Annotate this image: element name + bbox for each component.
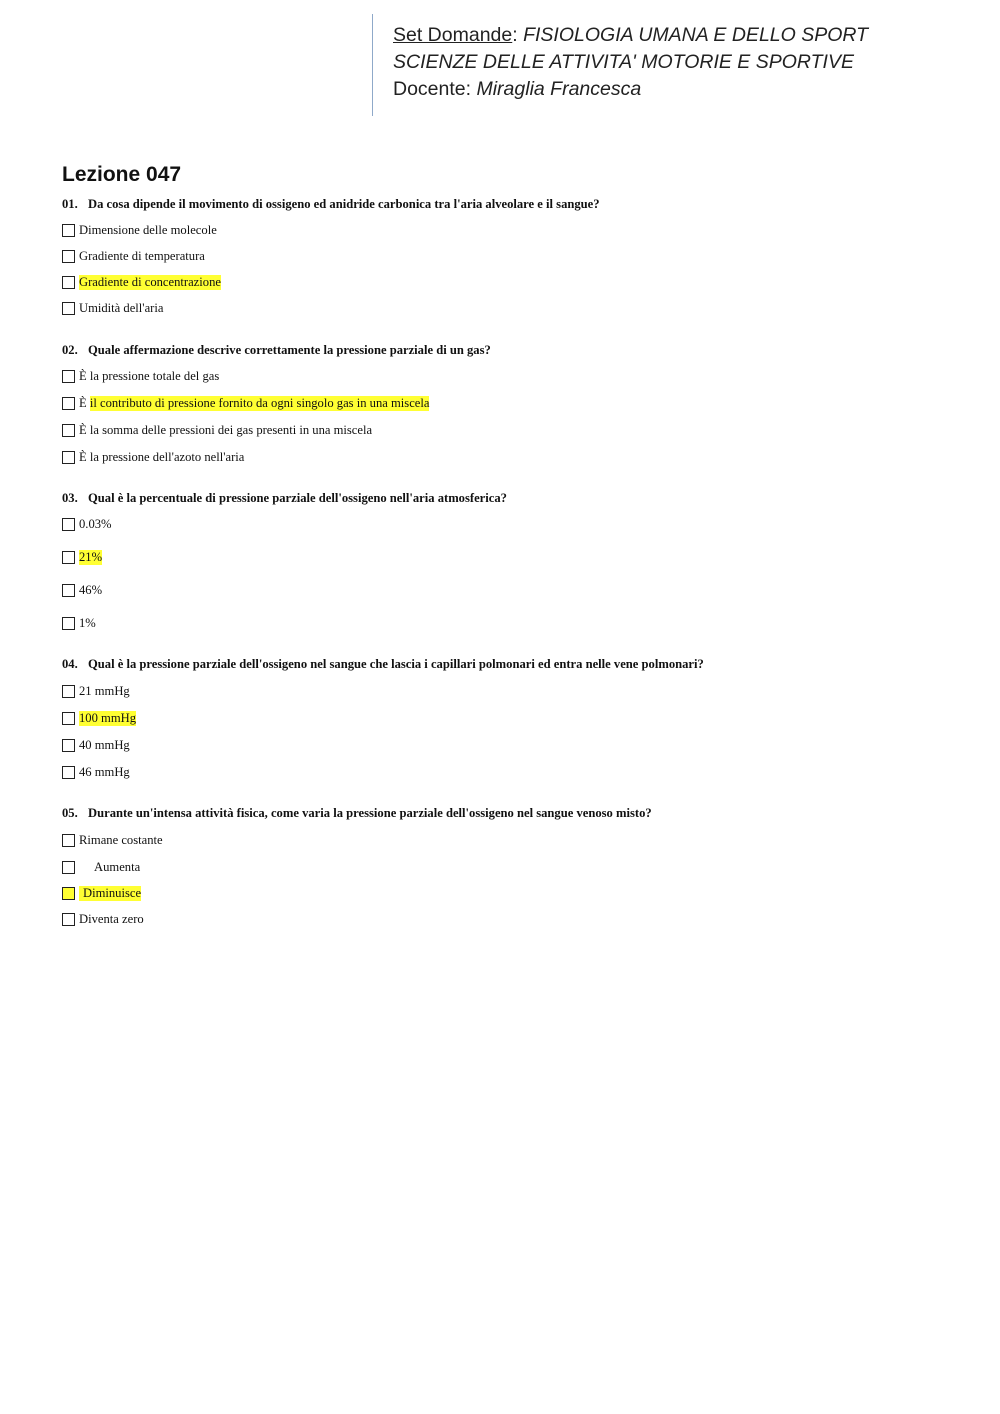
option-text: È la pressione totale del gas bbox=[79, 368, 220, 383]
option-text-highlighted: 100 mmHg bbox=[79, 710, 137, 725]
checkbox[interactable] bbox=[62, 276, 75, 289]
teacher-row bbox=[393, 76, 868, 103]
option-text: Dimensione delle molecole bbox=[79, 222, 217, 237]
question-number: 04. bbox=[62, 657, 78, 671]
checkbox[interactable] bbox=[62, 424, 75, 437]
question-text: Da cosa dipende il movimento di ossigeno ed anidride carbonica tra l'aria alveolare e il sangue? bbox=[88, 197, 600, 211]
checkbox[interactable] bbox=[62, 302, 75, 315]
q2-option-3[interactable] bbox=[62, 422, 372, 438]
question-5 bbox=[62, 806, 652, 821]
question-4 bbox=[62, 657, 704, 672]
q4-option-2[interactable] bbox=[62, 710, 136, 726]
question-number: 01. bbox=[62, 197, 78, 211]
checkbox[interactable] bbox=[62, 834, 75, 847]
q4-option-3[interactable] bbox=[62, 737, 130, 753]
q2-option-1[interactable] bbox=[62, 368, 219, 384]
option-text: Diventa zero bbox=[79, 911, 144, 926]
checkbox[interactable] bbox=[62, 224, 75, 237]
option-text: Rimane costante bbox=[79, 832, 163, 847]
option-text: 46 mmHg bbox=[79, 764, 130, 779]
q4-option-4[interactable] bbox=[62, 764, 130, 780]
question-number: 02. bbox=[62, 343, 78, 357]
question-2 bbox=[62, 343, 491, 358]
option-text: 0.03% bbox=[79, 516, 112, 531]
question-text: Quale affermazione descrive correttamente la pressione parziale di un gas? bbox=[88, 343, 491, 357]
checkbox[interactable] bbox=[62, 370, 75, 383]
teacher-label: Docente: bbox=[393, 78, 472, 100]
option-text-highlighted: il contributo di pressione fornito da ogni singolo gas in una miscela bbox=[89, 395, 430, 410]
option-text: È la somma delle pressioni dei gas presenti in una miscela bbox=[79, 422, 373, 437]
document-header bbox=[393, 22, 868, 103]
q3-option-4[interactable] bbox=[62, 615, 96, 631]
course-name: SCIENZE DELLE ATTIVITA' MOTORIE E SPORTIVE bbox=[393, 51, 854, 73]
q5-option-3[interactable] bbox=[62, 885, 141, 901]
lesson-title: Lezione 047 bbox=[62, 163, 182, 186]
q1-option-4[interactable] bbox=[62, 300, 163, 316]
checkbox[interactable] bbox=[62, 712, 75, 725]
checkbox[interactable] bbox=[62, 397, 75, 410]
option-text: È la pressione dell'azoto nell'aria bbox=[79, 449, 245, 464]
option-text: Gradiente di temperatura bbox=[79, 248, 205, 263]
question-text: Qual è la pressione parziale dell'ossigeno nel sangue che lascia i capillari polmonari ed entra nelle vene polmonari? bbox=[88, 657, 704, 671]
checkbox[interactable] bbox=[62, 739, 75, 752]
header-divider bbox=[372, 14, 373, 116]
question-text: Durante un'intensa attività fisica, come varia la pressione parziale dell'ossigeno nel sangue venoso misto? bbox=[88, 806, 652, 820]
option-prefix: È bbox=[79, 395, 90, 410]
teacher-name: Miraglia Francesca bbox=[476, 78, 642, 100]
set-value: FISIOLOGIA UMANA E DELLO SPORT bbox=[523, 24, 869, 46]
option-text-highlighted: 21% bbox=[79, 549, 103, 564]
checkbox[interactable] bbox=[62, 913, 75, 926]
checkbox[interactable] bbox=[62, 861, 75, 874]
option-text: 1% bbox=[79, 615, 96, 630]
q3-option-1[interactable] bbox=[62, 516, 112, 532]
checkbox[interactable] bbox=[62, 250, 75, 263]
question-3 bbox=[62, 491, 507, 506]
q5-option-1[interactable] bbox=[62, 832, 163, 848]
set-row bbox=[393, 22, 868, 49]
option-text: 40 mmHg bbox=[79, 737, 130, 752]
q1-option-3[interactable] bbox=[62, 274, 221, 290]
q3-option-2[interactable] bbox=[62, 549, 102, 565]
checkbox-highlighted[interactable] bbox=[62, 887, 75, 900]
checkbox[interactable] bbox=[62, 617, 75, 630]
checkbox[interactable] bbox=[62, 685, 75, 698]
option-text: Aumenta bbox=[94, 859, 141, 874]
checkbox[interactable] bbox=[62, 766, 75, 779]
q2-option-4[interactable] bbox=[62, 449, 244, 465]
question-1 bbox=[62, 197, 600, 212]
question-text: Qual è la percentuale di pressione parziale dell'ossigeno nell'aria atmosferica? bbox=[88, 491, 507, 505]
checkbox[interactable] bbox=[62, 451, 75, 464]
q4-option-1[interactable] bbox=[62, 683, 130, 699]
question-number: 05. bbox=[62, 806, 78, 820]
q3-option-3[interactable] bbox=[62, 582, 102, 598]
set-label: Set Domande bbox=[393, 24, 513, 46]
question-number: 03. bbox=[62, 491, 78, 505]
checkbox[interactable] bbox=[62, 551, 75, 564]
q1-option-1[interactable] bbox=[62, 222, 217, 238]
checkbox[interactable] bbox=[62, 584, 75, 597]
q1-option-2[interactable] bbox=[62, 248, 205, 264]
q2-option-2[interactable] bbox=[62, 395, 429, 411]
option-text-highlighted: Gradiente di concentrazione bbox=[79, 274, 221, 289]
set-colon: : bbox=[512, 24, 518, 46]
q5-option-2[interactable] bbox=[62, 859, 140, 875]
option-text: 46% bbox=[79, 582, 103, 597]
q5-option-4[interactable] bbox=[62, 911, 144, 927]
option-text: 21 mmHg bbox=[79, 683, 130, 698]
checkbox[interactable] bbox=[62, 518, 75, 531]
option-text-highlighted: Diminuisce bbox=[79, 886, 141, 901]
option-text: Umidità dell'aria bbox=[79, 300, 164, 315]
